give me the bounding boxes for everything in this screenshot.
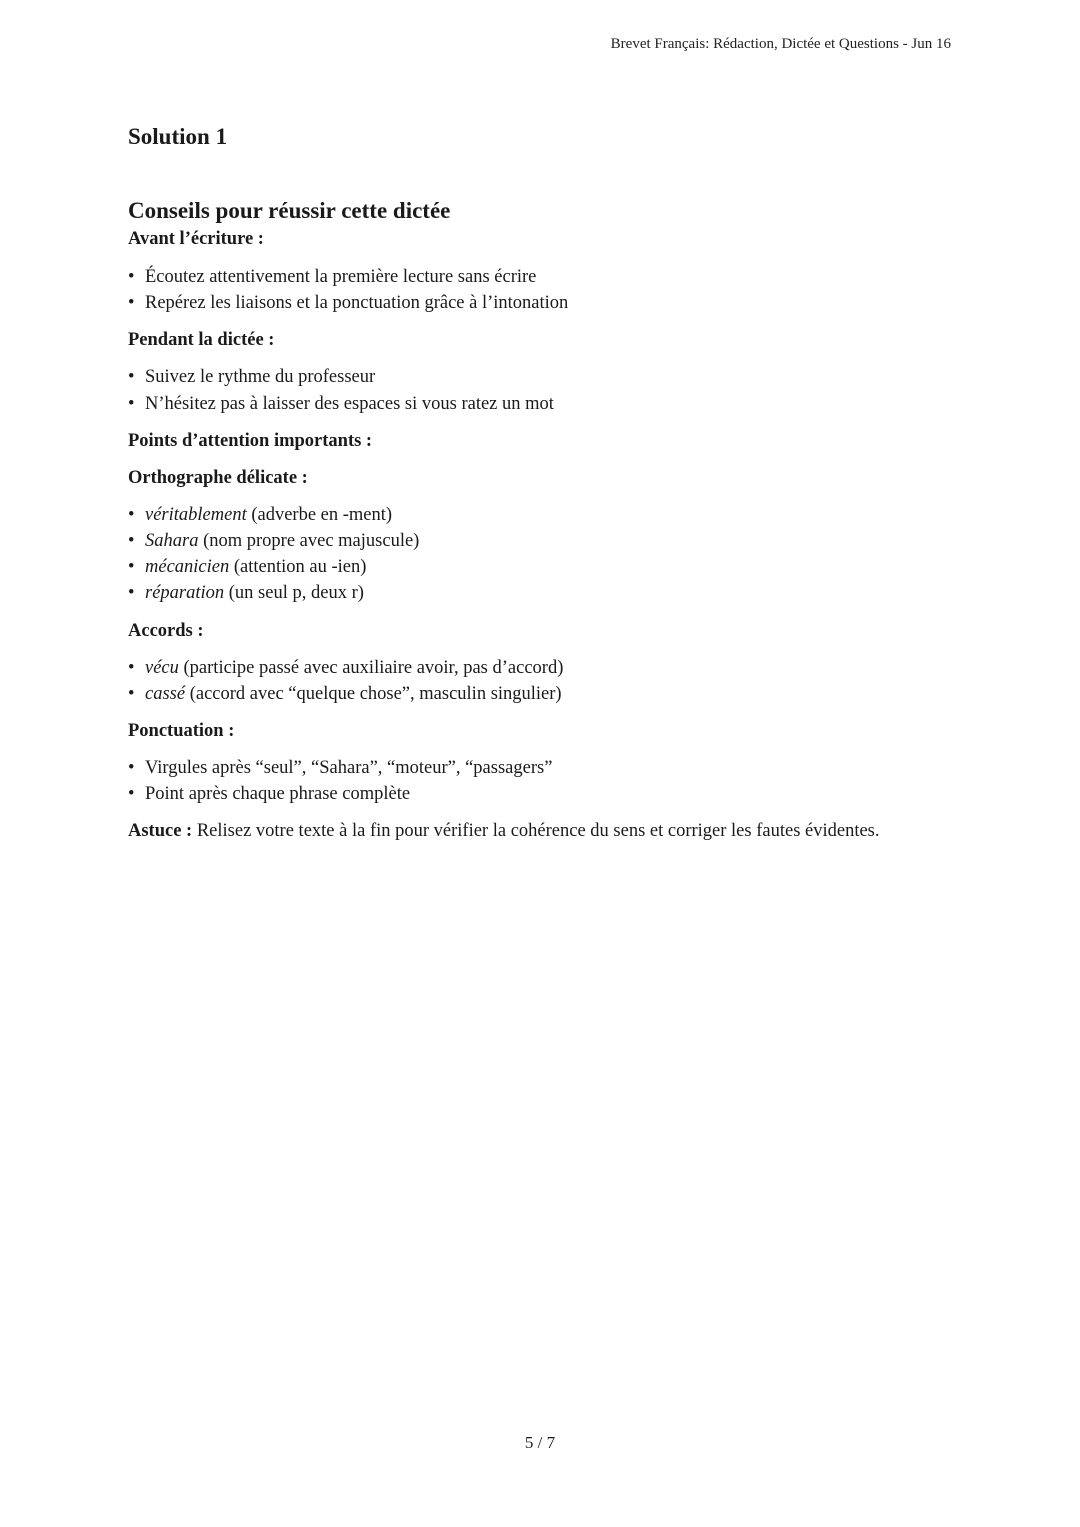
list-item <box>128 580 958 606</box>
page-number: 5 / 7 <box>524 1433 556 1452</box>
term-note: (adverbe en -ment) <box>246 504 393 525</box>
term: réparation <box>145 583 225 604</box>
list-item <box>128 528 958 554</box>
term-note: (accord avec “quelque chose”, masculin singulier) <box>185 683 562 704</box>
subheading-accords: Accords : <box>128 620 204 641</box>
list-item: • N’hésitez pas à laisser des espaces si vous ratez un mot <box>128 391 958 417</box>
subheading-avant: Avant l’écriture : <box>128 229 264 249</box>
list-accords <box>128 655 958 707</box>
tip-paragraph <box>128 818 958 844</box>
term: Sahara <box>145 531 199 552</box>
subheading-orthographe: Orthographe délicate : <box>128 467 308 488</box>
list-item <box>128 655 958 681</box>
term-note: (participe passé avec auxiliaire avoir, pas d’accord) <box>178 657 564 678</box>
list-item <box>128 681 958 707</box>
solution-title: Solution 1 <box>128 124 228 149</box>
list-item <box>128 502 958 528</box>
list-orthographe <box>128 502 958 607</box>
term: vécu <box>145 657 179 678</box>
term-note: (un seul p, deux r) <box>224 583 364 604</box>
section-title: Conseils pour réussir cette dictée <box>128 198 451 223</box>
list-item: • Virgules après “seul”, “Sahara”, “moteur”, “passagers” <box>128 755 958 781</box>
document-body <box>128 122 958 844</box>
list-item: • Repérez les liaisons et la ponctuation grâce à l’intonation <box>128 290 958 316</box>
list-ponctuation <box>128 755 958 807</box>
term-note: (nom propre avec majuscule) <box>198 531 420 552</box>
list-item <box>128 554 958 580</box>
term-note: (attention au -ien) <box>229 557 367 578</box>
list-item: • Point après chaque phrase complète <box>128 781 958 807</box>
subheading-points: Points d’attention importants : <box>128 430 373 451</box>
tip-text: Relisez votre texte à la fin pour vérifier la cohérence du sens et corriger les fautes évidentes. <box>192 821 880 842</box>
term: cassé <box>145 683 186 704</box>
subheading-pendant: Pendant la dictée : <box>128 330 275 351</box>
list-pendant <box>128 364 958 416</box>
term: véritablement <box>145 504 247 525</box>
list-item: • Écoutez attentivement la première lecture sans écrire <box>128 264 958 290</box>
list-item: • Suivez le rythme du professeur <box>128 364 958 390</box>
term: mécanicien <box>145 557 230 578</box>
tip-label: Astuce : <box>128 821 193 842</box>
subheading-ponctuation: Ponctuation : <box>128 721 235 742</box>
running-header: Brevet Français: Rédaction, Dictée et Questions - Jun 16 <box>610 36 951 52</box>
list-avant <box>128 264 958 316</box>
